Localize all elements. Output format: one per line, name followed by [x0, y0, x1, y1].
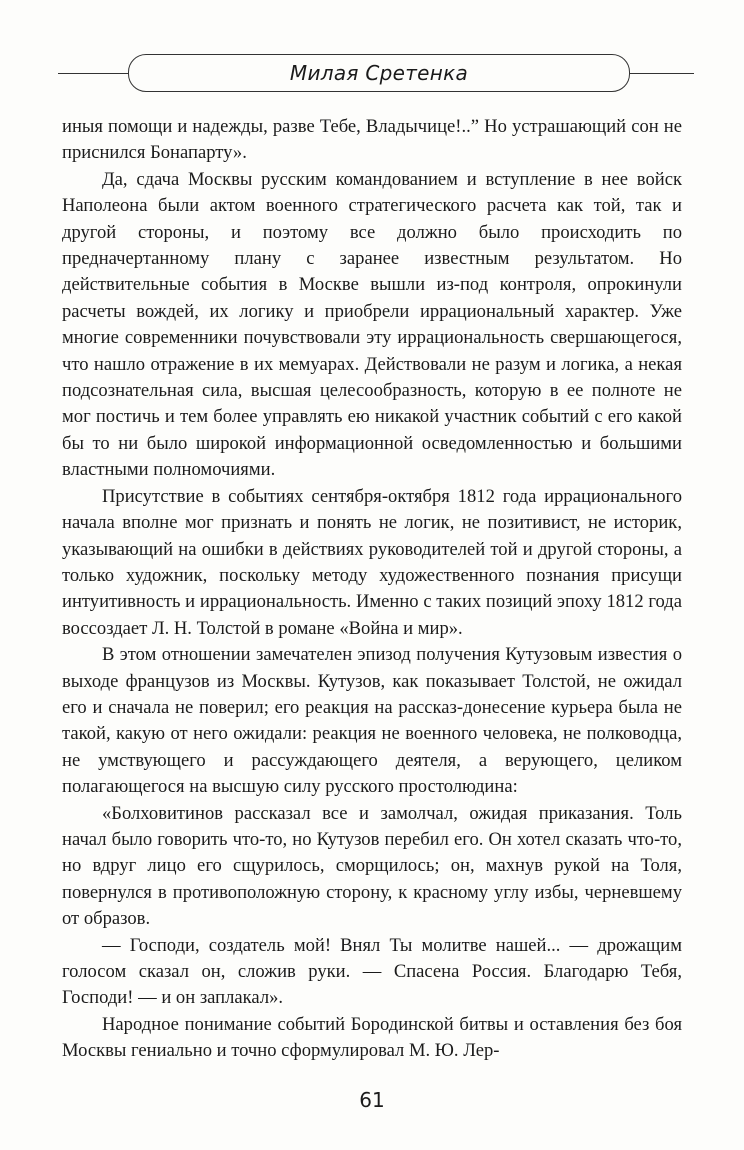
paragraph: В этом отношении замечателен эпизод получения Кутузовым известия о выходе французов из Москвы. Кутузов, как показывает Толстой, не ожидал его и сначала не поверил; его реакция на рассказ-донесение курьера была не такой, какую от него ожидали: реакция не военного человека, не полководца, не умствующего и рассуждающего деятеля, а верующего, целиком полагающегося на высшую силу русского простолюдина: [62, 644, 682, 798]
page-body [62, 114, 682, 1065]
header-frame [128, 54, 630, 92]
header-rule-right [628, 73, 694, 74]
header-rule-left [58, 73, 130, 74]
paragraph: Да, сдача Москвы русским командованием и вступление в нее войск Наполеона были актом военного стратегического расчета как той, так и другой стороны, и поэтому все должно было происходить по предначертанному плану с заранее известным результатом. Но действительные события в Москве вышли из-под контроля, опрокинули расчеты вождей, их логику и приобрели иррациональный характер. Уже многие современники почувствовали эту иррациональность свершающегося, что нашло отражение в их мемуарах. Действовали не разум и логика, а некая подсознательная сила, высшая целесообразность, которую в ее полноте не мог постичь и тем более управлять ею никакой участник событий с его какой бы то ни было широкой информационной осведомленностью и большими властными полномочиями. [62, 168, 682, 481]
paragraph: иныя помощи и надежды, разве Тебе, Владычице!..” Но устрашающий сон не приснился Бонапарту». [62, 116, 682, 164]
paragraph: Присутствие в событиях сентября-октября 1812 года иррационального начала вполне мог признать и понять не логик, не позитивист, не историк, указывающий на ошибки в действиях руководителей той и другой стороны, а только художник, поскольку методу художественного познания присущи интуитивность и иррациональность. Именно с таких позиций эпоху 1812 года воссоздает Л. Н. Толстой в романе «Война и мир». [62, 485, 682, 639]
running-header [58, 52, 694, 96]
paragraph: Народное понимание событий Бородинской битвы и оставления без боя Москвы гениально и точно сформулировал М. Ю. Лер- [62, 1013, 682, 1062]
quote-paragraph: — Господи, создатель мой! Внял Ты молитве нашей... — дрожащим голосом сказал он, сложив руки. — Спасена Россия. Благодарю Тебя, Господи! — и он заплакал». [62, 934, 682, 1009]
book-title: Милая Сретенка [289, 61, 469, 85]
page-number: 61 [359, 1088, 385, 1112]
quote-paragraph: «Болховитинов рассказал все и замолчал, ожидая приказания. Толь начал было говорить что-то, но Кутузов перебил его. Он хотел сказать что-то, но вдруг лицо его сщурилось, сморщилось; он, махнув рукой на Толя, повернулся в противоположную сторону, к красному углу избы, черневшему от образов. [62, 802, 682, 930]
